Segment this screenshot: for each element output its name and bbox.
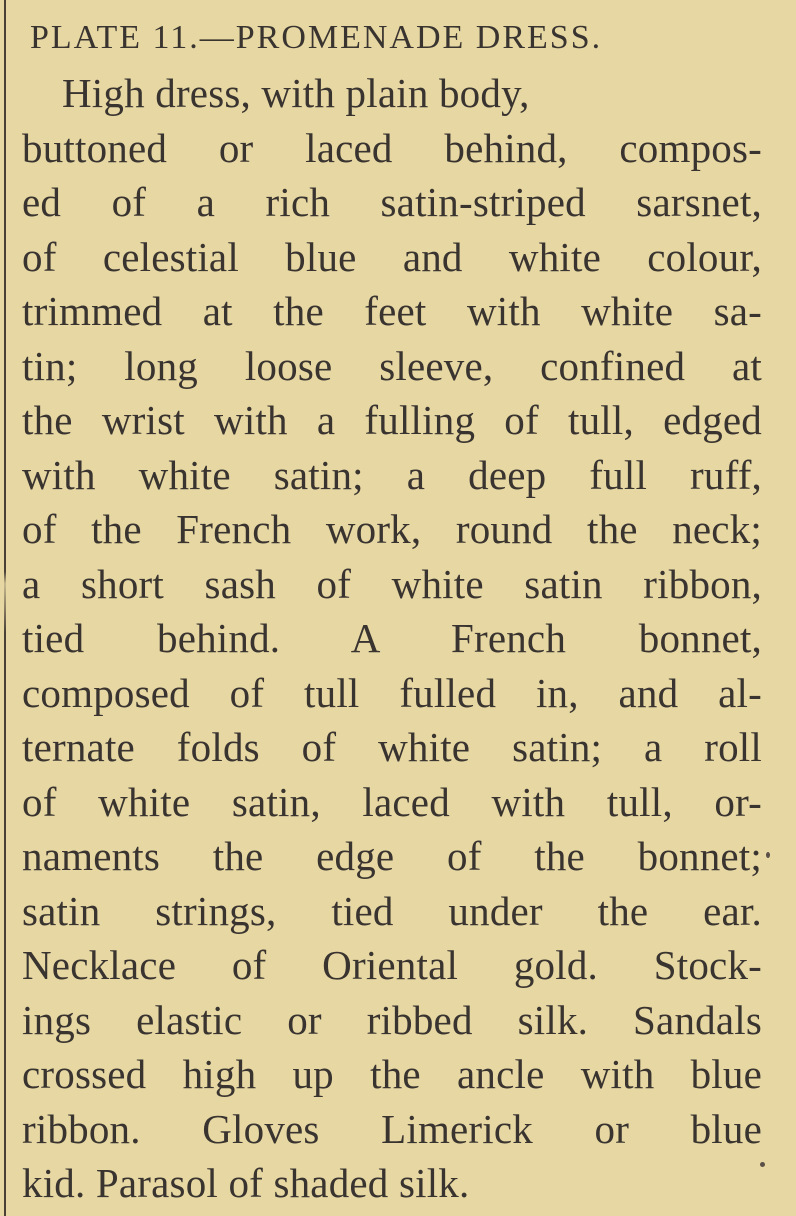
body-line-1: High dress, with plain body,	[62, 70, 530, 116]
body-line-14: of white satin, laced with tull, or-	[22, 778, 762, 825]
body-line-7: the wrist with a fulling of tull, edged	[22, 397, 762, 443]
body-line-3: ed of a rich satin-striped sarsnet,	[22, 179, 762, 225]
body-line-16: satin strings, tied under the ear.	[22, 887, 762, 934]
body-line-18: ings elastic or ribbed silk. Sandals	[22, 996, 762, 1043]
stray-ink-mark	[766, 852, 770, 858]
body-line-11: tied behind. A French bonnet,	[22, 615, 762, 661]
plate-heading: PLATE 11.—PROMENADE DRESS.	[30, 19, 603, 56]
binding-edge-rule	[4, 0, 6, 1216]
body-line-19: crossed high up the ancle with blue	[22, 1051, 762, 1097]
body-line-10: a short sash of white satin ribbon,	[22, 560, 762, 607]
body-line-13: ternate folds of white satin; a roll	[22, 724, 762, 770]
body-line-20: ribbon. Gloves Limerick or blue	[22, 1105, 762, 1152]
body-line-12: composed of tull fulled in, and al-	[22, 669, 762, 716]
body-line-4: of celestial blue and white colour,	[22, 233, 762, 280]
body-line-6: tin; long loose sleeve, confined at	[22, 342, 762, 389]
body-line-8: with white satin; a deep full ruff,	[22, 451, 762, 498]
body-line-21: kid. Parasol of shaded silk.	[22, 1160, 470, 1206]
body-line-2: buttoned or laced behind, compos-	[22, 124, 762, 171]
body-line-5: trimmed at the feet with white sa-	[22, 288, 762, 334]
body-line-15: naments the edge of the bonnet;	[22, 833, 762, 879]
body-line-17: Necklace of Oriental gold. Stock-	[22, 942, 762, 988]
body-line-9: of the French work, round the neck;	[22, 506, 762, 552]
